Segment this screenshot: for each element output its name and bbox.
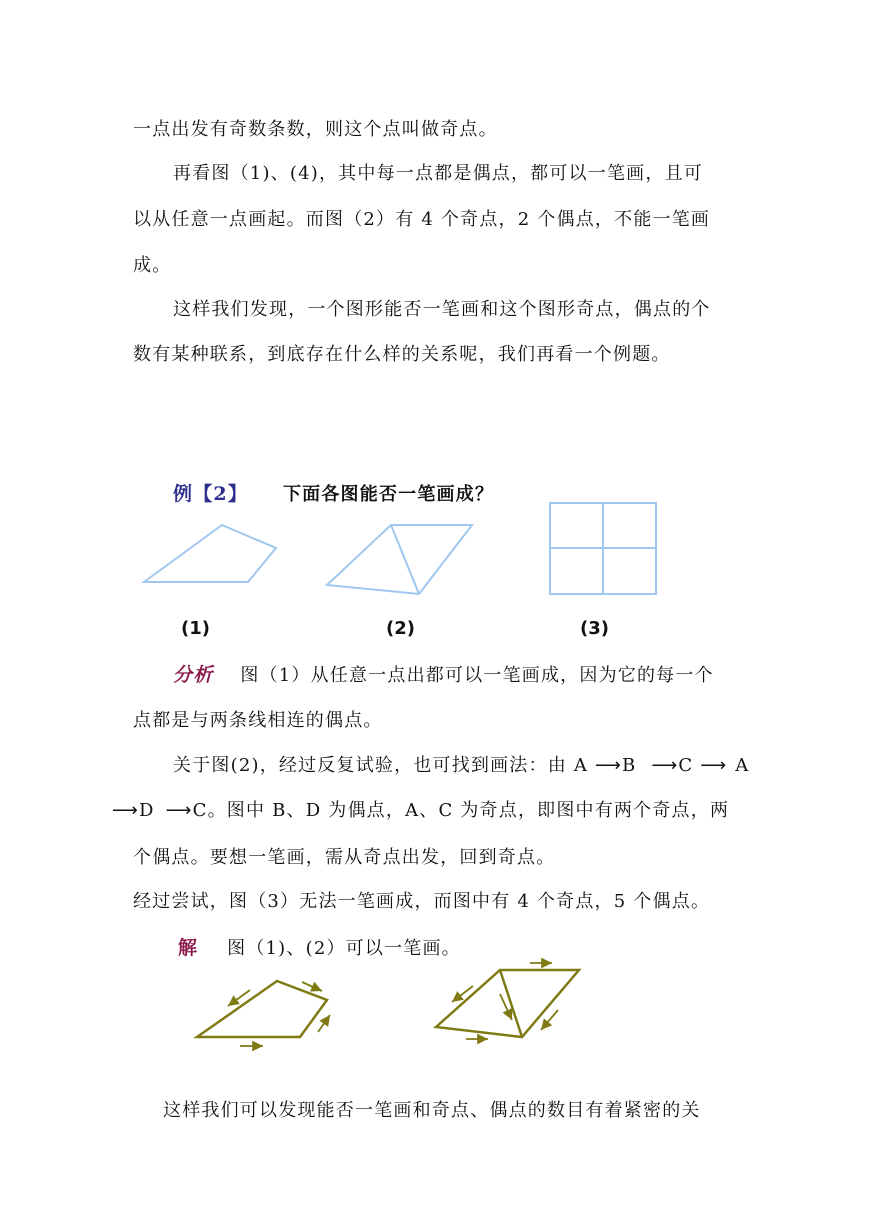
arrow-right-icon: ⟶ (700, 755, 728, 776)
arrow-right-icon: ⟶ (165, 800, 193, 821)
solution-text: 图（1)、(2）可以一笔画。 (227, 938, 461, 959)
path-node: C (678, 755, 694, 776)
figure-caption-2: (2) (386, 618, 415, 639)
analysis-line: 经过尝试，图（3）无法一笔画成，而图中有 4 个奇点，5 个偶点。 (133, 891, 711, 912)
arrow-right-icon: ⟶ (594, 755, 622, 776)
example-question: 下面各图能否一笔画成？ (282, 484, 495, 505)
example-label: 例【2】 (173, 483, 249, 505)
analysis-label: 分析 (173, 664, 214, 686)
path-node: D (139, 800, 155, 821)
paragraph-line: 一点出发有奇数条数，则这个点叫做奇点。 (133, 119, 498, 140)
analysis-text: 图（1）从任意一点出都可以一笔画成，因为它的每一个 (240, 665, 714, 686)
figure-caption-1: (1) (181, 618, 210, 639)
paragraph-line: 数有某种联系，到底存在什么样的关系呢，我们再看一个例题。 (133, 344, 671, 365)
arrow-right-icon: ⟶ (651, 755, 679, 776)
figure-caption-3: (3) (580, 618, 609, 639)
path-node: A (735, 755, 750, 776)
solution-label: 解 (178, 937, 199, 959)
analysis-line: 个偶点。要想一笔画，需从奇点出发，回到奇点。 (133, 847, 556, 868)
path-node: B (621, 755, 637, 776)
closing-line: 这样我们可以发现能否一笔画和奇点、偶点的数目有着紧密的关 (163, 1100, 701, 1121)
paragraph-line: 再看图（1)、(4)，其中每一点都是偶点，都可以一笔画，且可 (173, 163, 703, 184)
analysis-text: C。图中 B、D 为偶点，A、C 为奇点，即图中有两个奇点，两 (192, 800, 730, 821)
paragraph-line: 以从任意一点画起。而图（2）有 4 个奇点，2 个偶点，不能一笔画 (133, 209, 711, 230)
path-text: 关于图(2)，经过反复试验，也可找到画法：由 A (173, 755, 589, 776)
arrow-right-icon: ⟶ (112, 800, 140, 821)
paragraph-line: 成。 (133, 255, 172, 276)
paragraph-line: 这样我们发现，一个图形能否一笔画和这个图形奇点，偶点的个 (173, 299, 711, 320)
analysis-line: 点都是与两条线相连的偶点。 (133, 710, 383, 731)
